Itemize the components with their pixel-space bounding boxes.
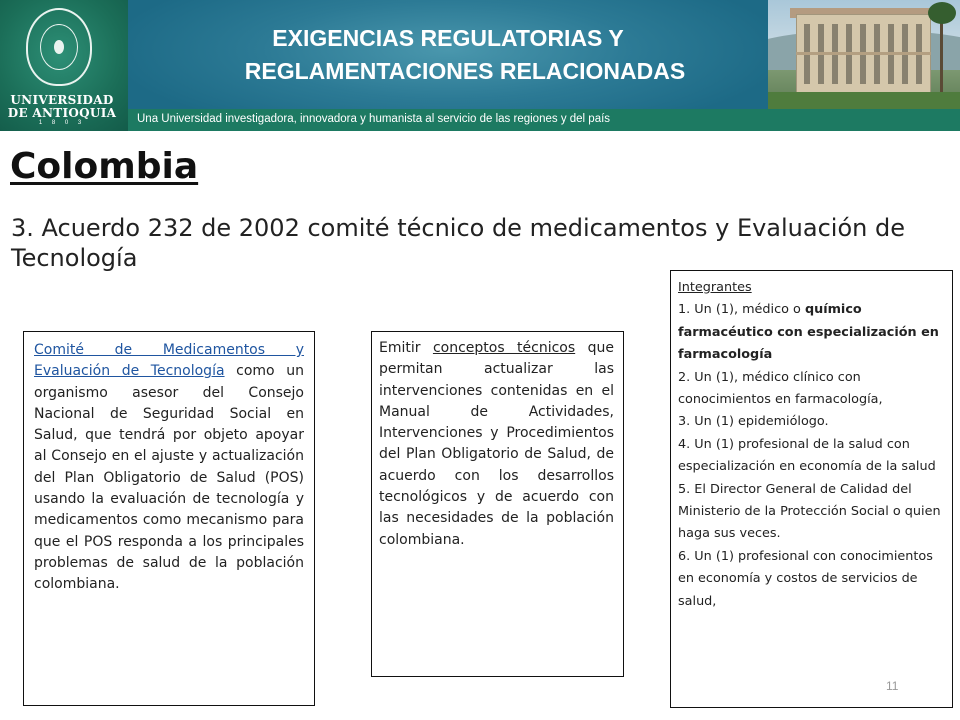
page-number: 11 [886, 679, 899, 693]
campus-photo [768, 0, 960, 109]
university-year: 1 8 0 3 [38, 120, 86, 126]
photo-grass [768, 92, 960, 109]
header-banner [0, 0, 960, 131]
concepts-underlined: conceptos técnicos [432, 340, 576, 356]
technical-concepts-box [371, 331, 624, 677]
members-item-1-text: 1. Un (1), médico o [678, 302, 805, 318]
palm-tree-icon [928, 0, 956, 100]
title-line1: EXIGENCIAS REGULATORIAS Y [272, 25, 624, 51]
subheading: 3. Acuerdo 232 de 2002 comité técnico de medicamentos y Evaluación de Tecnología [11, 214, 905, 272]
photo-floor-line [796, 52, 931, 55]
palm-leaves [928, 2, 956, 24]
university-logo[interactable] [0, 0, 130, 131]
seal-inner-ring [40, 24, 78, 70]
members-item-1-bold: químico farmacéutico con especialización en farmacología [678, 302, 939, 363]
title-banner [128, 0, 768, 109]
members-item-2: 2. Un (1), médico clínico con conocimientos en farmacología, [678, 369, 883, 408]
members-item-4: 4. Un (1) profesional de la salud con especialización en economía de la salud [678, 436, 936, 475]
title-line2: REGLAMENTACIONES RELACIONADAS [244, 58, 686, 84]
members-box [670, 270, 953, 708]
university-name-line2: DE ANTIOQUIA [7, 106, 117, 120]
concepts-intro: Emitir [379, 340, 433, 356]
palm-trunk [940, 20, 943, 100]
members-item-1 [678, 299, 945, 366]
members-title: Integrantes [678, 280, 752, 295]
page-title: Colombia [10, 146, 199, 187]
concepts-body: que permitan actualizar las intervenciones contenidas en el Manual de Actividades, Intervenciones y Procedimientos del Plan Obligatorio de Salud, de acuerdo con los desarrollos tecnológicos y de acuerdo con las necesidades de la población colombiana. [379, 340, 614, 548]
members-item-5: 5. El Director General de Calidad del Ministerio de la Protección Social o quien haga sus veces. [678, 481, 941, 542]
seal-icon [26, 8, 92, 86]
members-item-6: 6. Un (1) profesional con conocimientos en economía y costos de servicios de salud, [678, 548, 933, 609]
committee-description-box [23, 331, 315, 706]
members-item-3: 3. Un (1) epidemiólogo. [678, 414, 829, 430]
university-name-line1: UNIVERSIDAD [10, 93, 114, 107]
tagline: Una Universidad investigadora, innovadora y humanista al servicio de las regiones y del país [137, 113, 611, 125]
committee-link[interactable]: Comité de Medicamentos y Evaluación de Tecnología [34, 342, 304, 380]
seal-emblem [54, 40, 64, 54]
committee-description: como un organismo asesor del Consejo Nacional de Seguridad Social en Salud, que tendrá por objeto apoyar al Consejo en el ajuste y actualización del Plan Obligatorio de Salud (POS) usando la evaluación de tecnología y medicamentos como mecanismo para que el POS responda a los principales problemas de salud de la población colombiana. [34, 363, 304, 593]
